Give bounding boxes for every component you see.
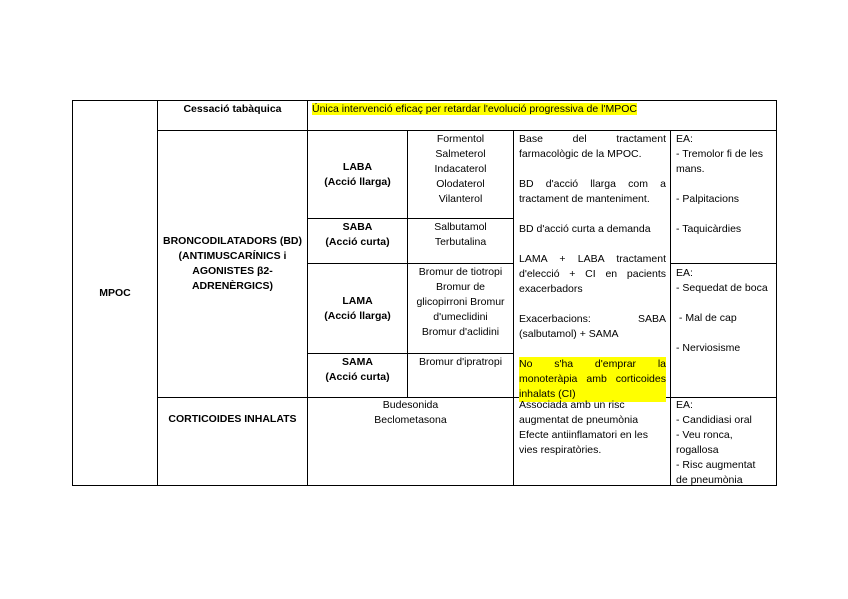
bronchodilators-label: BRONCODILATADORS (BD) (ANTIMUSCARÍNICS i AGONISTES β2- ADRENÈRGICS)	[162, 235, 302, 292]
cessation-note: Única intervenció eficaç per retardar l'evolució progressiva de l'MPOC	[312, 103, 637, 115]
adverse-effects-corticoids: EA: - Candidiasi oral - Veu ronca, rogallosa - Risc augmentat de pneumònia	[676, 399, 756, 486]
row-divider-laba-saba	[307, 218, 513, 219]
table-border-bottom	[72, 485, 777, 486]
saba-label: SABA (Acció curta)	[325, 221, 390, 248]
adverse-effects-antimuscarinic: EA: - Sequedat de boca - Mal de cap - Nerviosisme	[676, 267, 768, 354]
sama-drugs: Bromur d'ipratropi	[418, 356, 503, 368]
col-divider-4	[513, 130, 514, 486]
adverse-effects-beta: EA: - Tremolor fi de les mans. - Palpitacions - Taquicàrdies	[676, 133, 763, 235]
corticoids-note: Associada amb un risc augmentat de pneumònia Efecte antiinflamatori en les vies respiratòries.	[519, 399, 648, 456]
note-short-acting: BD d'acció curta a demanda	[519, 223, 651, 235]
corticoids-drugs: Budesonida Beclometasona	[374, 399, 447, 426]
table-border-top	[72, 100, 777, 101]
row-divider-lama-sama	[307, 353, 513, 354]
row-divider-ea	[670, 263, 777, 264]
cessation-label: Cessació tabàquica	[183, 103, 282, 115]
saba-drugs: Salbutamol Terbutalina	[434, 221, 487, 248]
note-lama-laba: LAMA + LABA tractament d'elecció + CI en pacients exacerbadors	[519, 253, 666, 295]
lama-label: LAMA (Acció llarga)	[324, 294, 391, 322]
table-border-right	[776, 100, 777, 486]
note-exacerbations: Exacerbacions: SABA (salbutamol) + SAMA	[519, 313, 666, 340]
bronchodilator-notes	[519, 132, 666, 402]
col-divider-5	[670, 130, 671, 486]
lama-drugs: Bromur de tiotropi Bromur de glicopirroni Bromur d'umeclidini Bromur d'aclidini	[416, 266, 505, 338]
disease-label: MPOC	[99, 286, 131, 299]
corticoids-label: CORTICOIDES INHALATS	[168, 413, 297, 425]
laba-label: LABA (Acció llarga)	[324, 160, 391, 188]
note-base-treatment: Base del tractament farmacològic de la MPOC.	[519, 133, 666, 160]
note-long-acting: BD d'acció llarga com a tractament de manteniment.	[519, 178, 666, 205]
note-no-monotherapy: No s'ha d'emprar la monoteràpia amb corticoides inhalats (CI)	[519, 358, 666, 400]
sama-label: SAMA (Acció curta)	[325, 356, 390, 383]
laba-drugs: Formentol Salmeterol Indacaterol Olodaterol Vilanterol	[434, 133, 487, 205]
